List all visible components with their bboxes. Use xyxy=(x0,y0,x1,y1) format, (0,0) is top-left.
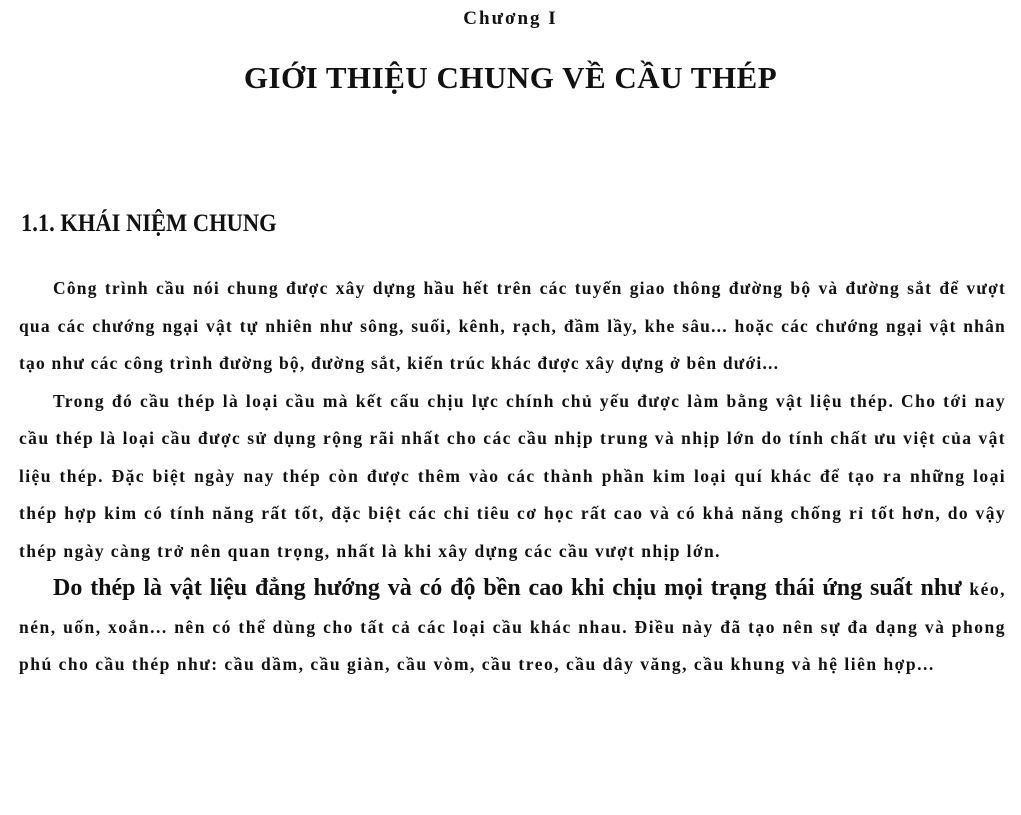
paragraph-3-lead: Do thép là vật liệu đẳng hướng và có độ bền cao khi chịu mọi trạng thái ứng suất như xyxy=(53,575,962,601)
chapter-title: GIỚI THIỆU CHUNG VỀ CẦU THÉP xyxy=(243,60,778,95)
paragraph-3-rest: kéo, nén, uốn, xoắn... nên có thể dùng cho tất cả các loại cầu khác nhau. Điều này đã tạo nên sự đa dạng và phong phú cho cầu thép như: cầu dầm, cầu giàn, cầu vòm, cầu treo, cầu dây văng, cầu khung và hệ liên hợp... xyxy=(19,579,1006,674)
paragraph-1: Công trình cầu nói chung được xây dựng hầu hết trên các tuyến giao thông đường bộ và đường sắt để vượt qua các chướng ngại vật tự nhiên như sông, suối, kênh, rạch, đầm lầy, khe sâu... hoặc các chướng ngại vật nhân tạo như các công trình đường bộ, đường sắt, kiến trúc khác được xây dựng ở bên dưới... xyxy=(19,278,1006,373)
paragraph-2: Trong đó cầu thép là loại cầu mà kết cấu chịu lực chính chủ yếu được làm bằng vật liệu thép. Cho tới nay cầu thép là loại cầu được sử dụng rộng rãi nhất cho các cầu nhịp trung và nhịp lớn do tính chất ưu việt của vật liệu thép. Đặc biệt ngày nay thép còn được thêm vào các thành phần kim loại quí khác để tạo ra những loại thép hợp kim có tính năng rất tốt, đặc biệt các chỉ tiêu cơ học rất cao và có khả năng chống rỉ tốt hơn, do vậy thép ngày càng trở nên quan trọng, nhất là khi xây dựng các cầu vượt nhịp lớn. xyxy=(19,390,1006,561)
section-heading: 1.1. KHÁI NIỆM CHUNG xyxy=(21,210,277,237)
chapter-label: Chương I xyxy=(463,8,558,29)
paragraph-3 xyxy=(19,570,1006,684)
body-text xyxy=(19,270,1006,684)
